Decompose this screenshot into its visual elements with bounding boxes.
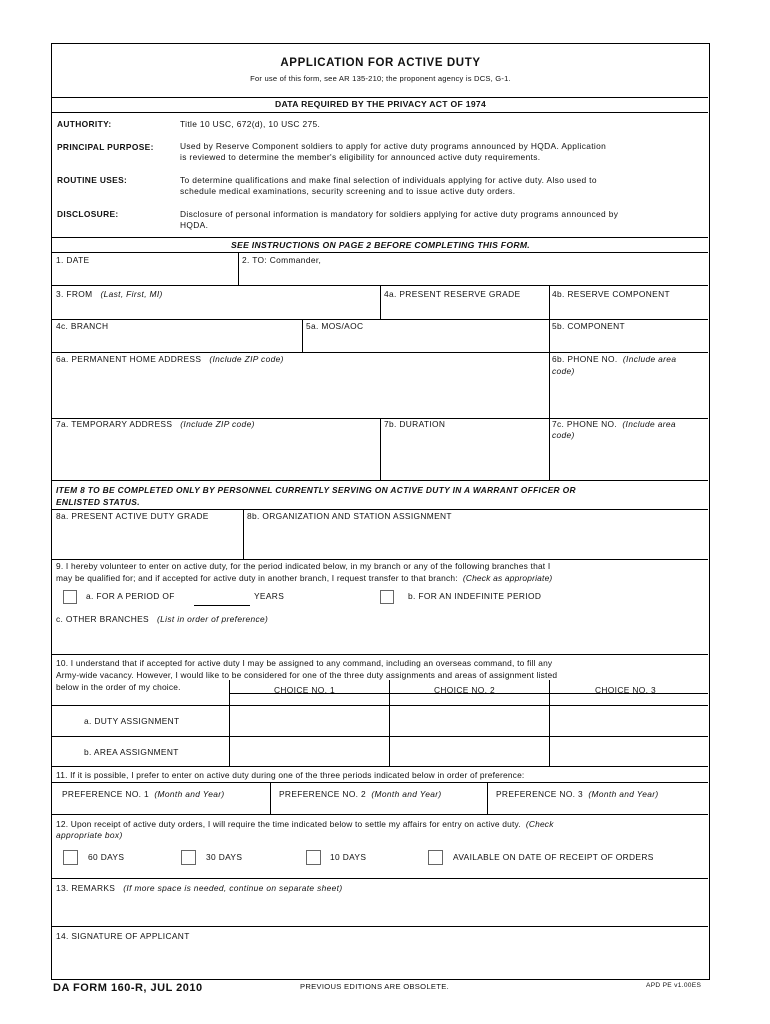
phone-6b-label: 6b. PHONE NO. (Include area — [552, 354, 677, 364]
preference-2: PREFERENCE NO. 2 (Month and Year) — [279, 789, 442, 799]
item12-line-2: appropriate box) — [56, 830, 123, 840]
choice-3-header: CHOICE NO. 3 — [595, 685, 656, 695]
disclosure-line-2: HQDA. — [180, 220, 209, 230]
item9-line-1: 9. I hereby volunteer to enter on active duty, for the period indicated below, in my branch or any of the following branches that I — [56, 561, 551, 571]
purpose-line-2: is reviewed to determine the member's eligibility for announced active duty requirements. — [180, 152, 541, 162]
indefinite-period-checkbox[interactable] — [380, 590, 394, 604]
component-label: 5b. COMPONENT — [552, 321, 625, 331]
years-input-line[interactable] — [194, 605, 250, 606]
obsolete-note: PREVIOUS EDITIONS ARE OBSOLETE. — [300, 982, 449, 991]
period-of-years-checkbox[interactable] — [63, 590, 77, 604]
item8-heading-2: ENLISTED STATUS. — [56, 497, 140, 507]
phone-7c-hint: code) — [552, 430, 575, 440]
signature-label: 14. SIGNATURE OF APPLICANT — [56, 931, 190, 941]
phone-6b-hint: code) — [552, 366, 575, 376]
preference-1: PREFERENCE NO. 1 (Month and Year) — [62, 789, 225, 799]
purpose-line-1: Used by Reserve Component soldiers to apply for active duty programs announced by HQDA. Application — [180, 141, 607, 151]
period-of-label: a. FOR A PERIOD OF — [86, 591, 175, 601]
available-on-receipt-checkbox[interactable] — [428, 850, 443, 865]
present-reserve-grade-label: 4a. PRESENT RESERVE GRADE — [384, 289, 521, 299]
present-active-duty-grade-label: 8a. PRESENT ACTIVE DUTY GRADE — [56, 511, 209, 521]
60-days-checkbox[interactable] — [63, 850, 78, 865]
to-commander-label[interactable]: 2. TO: Commander, — [242, 255, 322, 265]
instructions-note: SEE INSTRUCTIONS ON PAGE 2 BEFORE COMPLETING THIS FORM. — [231, 240, 530, 250]
temporary-address-label: 7a. TEMPORARY ADDRESS (Include ZIP code) — [56, 419, 255, 429]
authority-text: Title 10 USC, 672(d), 10 USC 275. — [180, 119, 321, 129]
other-branches-label: c. OTHER BRANCHES (List in order of preference) — [56, 614, 269, 624]
item10-line-3: below in the order of my choice. — [56, 682, 181, 692]
duration-label: 7b. DURATION — [384, 419, 446, 429]
30-days-label: 30 DAYS — [206, 852, 243, 862]
version-tag: APD PE v1.00ES — [646, 982, 702, 989]
form-title: APPLICATION FOR ACTIVE DUTY — [280, 57, 481, 69]
mos-aoc-label: 5a. MOS/AOC — [306, 321, 364, 331]
item12-line-1: 12. Upon receipt of active duty orders, I will require the time indicated below to settle my affairs for entry on active duty. (Check — [56, 819, 554, 829]
routine-line-2: schedule medical examinations, security screening and to issue active duty orders. — [180, 186, 516, 196]
reserve-component-label: 4b. RESERVE COMPONENT — [552, 289, 670, 299]
available-on-receipt-label: AVAILABLE ON DATE OF RECEIPT OF ORDERS — [453, 852, 654, 862]
choice-2-header: CHOICE NO. 2 — [434, 685, 495, 695]
area-assignment-label: b. AREA ASSIGNMENT — [84, 747, 179, 757]
phone-7c-label: 7c. PHONE NO. (Include area — [552, 419, 676, 429]
from-label: 3. FROM (Last, First, MI) — [56, 289, 163, 299]
item9-line-2: may be qualified for; and if accepted for active duty in another branch, I request transfer to that branch: (Check as appropriate) — [56, 573, 553, 583]
purpose-label: PRINCIPAL PURPOSE: — [57, 142, 154, 152]
indefinite-period-label: b. FOR AN INDEFINITE PERIOD — [408, 591, 542, 601]
10-days-checkbox[interactable] — [306, 850, 321, 865]
disclosure-label: DISCLOSURE: — [57, 209, 119, 219]
item10-line-1: 10. I understand that if accepted for active duty I may be assigned to any command, including an overseas command, to fill any — [56, 658, 553, 668]
form-id: DA FORM 160-R, JUL 2010 — [53, 982, 203, 994]
choice-1-header: CHOICE NO. 1 — [274, 685, 335, 695]
routine-line-1: To determine qualifications and make final selection of individuals applying for active duty. Also used to — [180, 175, 597, 185]
item10-line-2: Army-wide vacancy. However, I would like to be considered for one of the three duty assignments and areas of assignment listed — [56, 670, 558, 680]
routine-label: ROUTINE USES: — [57, 175, 128, 185]
organization-station-label: 8b. ORGANIZATION AND STATION ASSIGNMENT — [247, 511, 452, 521]
date-label: 1. DATE — [56, 255, 90, 265]
60-days-label: 60 DAYS — [88, 852, 125, 862]
duty-assignment-label: a. DUTY ASSIGNMENT — [84, 716, 180, 726]
remarks-label: 13. REMARKS (If more space is needed, continue on separate sheet) — [56, 883, 343, 893]
privacy-heading: DATA REQUIRED BY THE PRIVACY ACT OF 1974 — [274, 99, 487, 109]
years-label: YEARS — [254, 591, 285, 601]
disclosure-line-1: Disclosure of personal information is mandatory for soldiers applying for active duty programs announced by — [180, 209, 619, 219]
item8-heading-1: ITEM 8 TO BE COMPLETED ONLY BY PERSONNEL CURRENTLY SERVING ON ACTIVE DUTY IN A WARRANT OFFICER OR — [56, 485, 576, 495]
30-days-checkbox[interactable] — [181, 850, 196, 865]
application-form — [51, 43, 710, 980]
10-days-label: 10 DAYS — [330, 852, 367, 862]
permanent-address-label: 6a. PERMANENT HOME ADDRESS (Include ZIP code) — [56, 354, 284, 364]
form-subtitle: For use of this form, see AR 135-210; the proponent agency is DCS, G-1. — [250, 74, 511, 83]
authority-label: AUTHORITY: — [57, 119, 112, 129]
branch-label: 4c. BRANCH — [56, 321, 109, 331]
item11-line: 11. If it is possible, I prefer to enter on active duty during one of the three periods indicated below in order of preference: — [56, 770, 525, 780]
preference-3: PREFERENCE NO. 3 (Month and Year) — [496, 789, 659, 799]
